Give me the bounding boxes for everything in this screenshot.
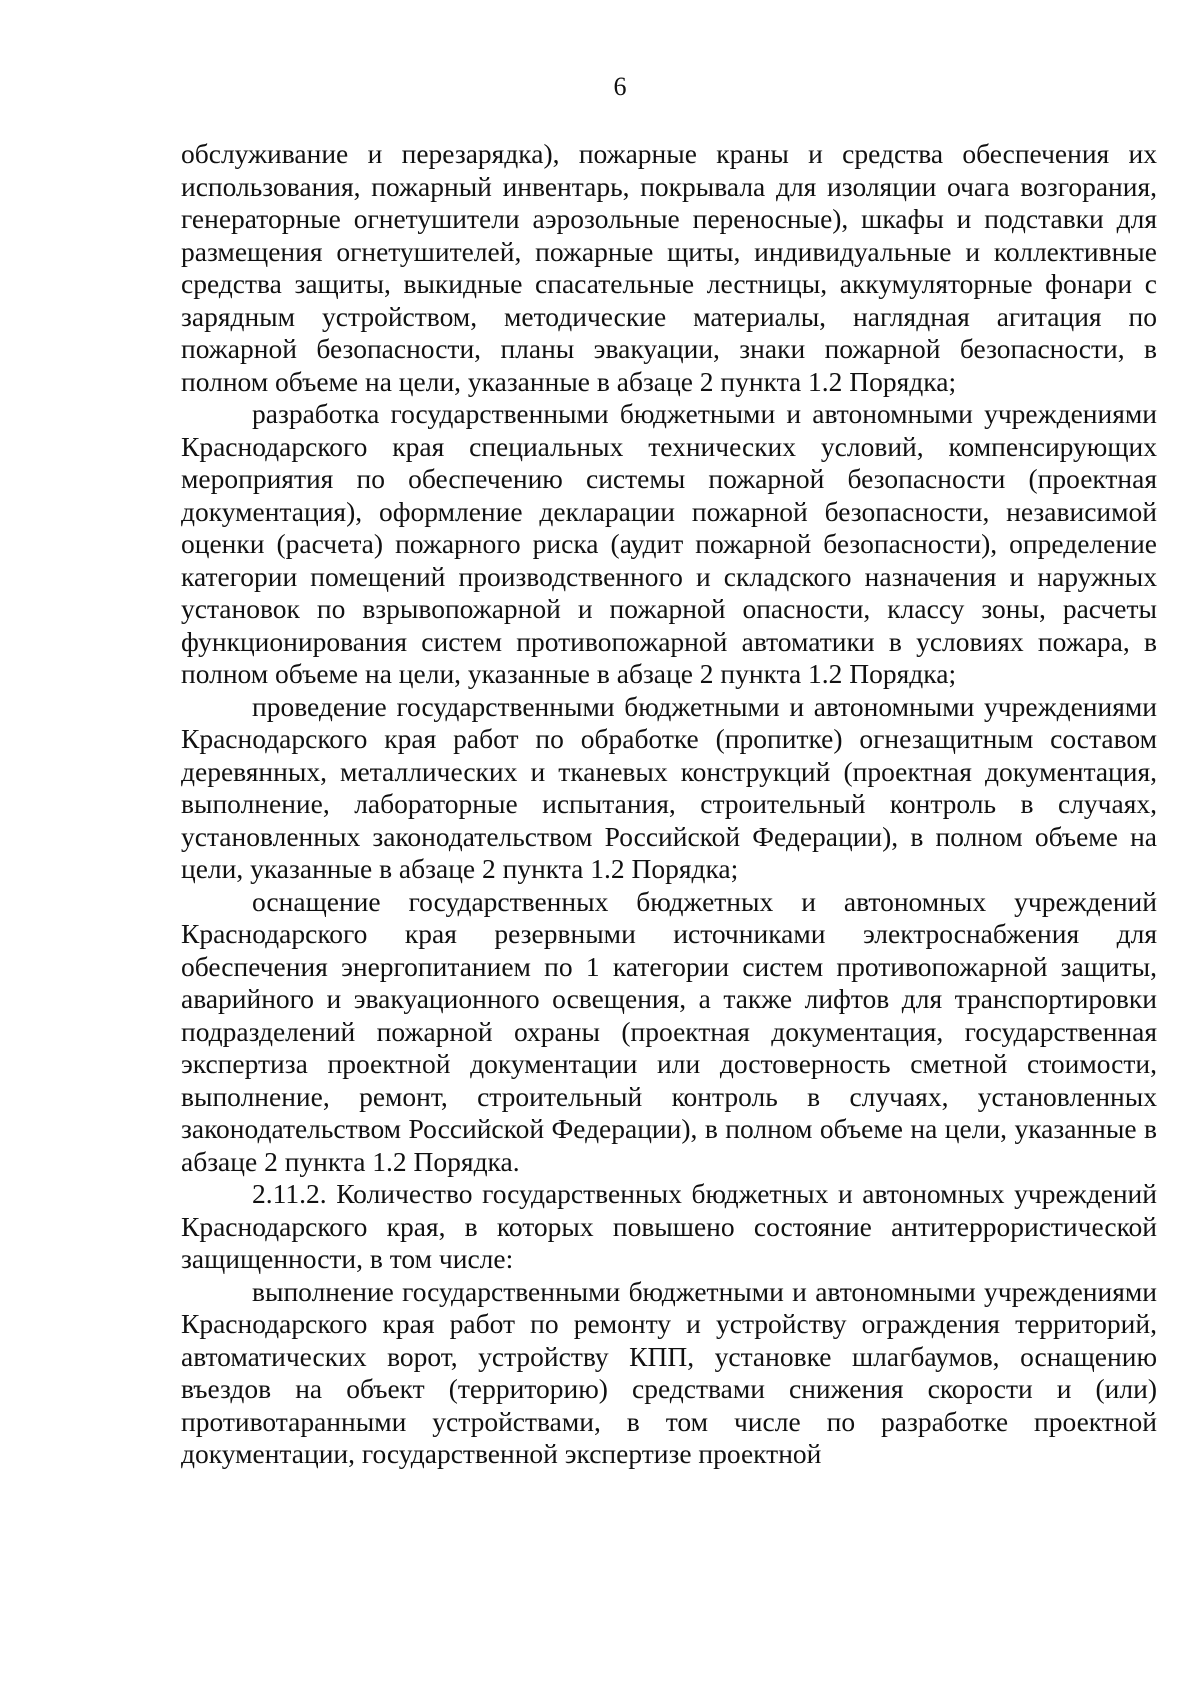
paragraph-section-2-11-2: 2.11.2. Количество государственных бюджетных и автономных учреждений Краснодарского края, в которых повышено состояние антитеррористической защищенности, в том числе: bbox=[181, 1178, 1157, 1274]
paragraph-fireproof-treatment: проведение государственными бюджетными и автономными учреждениями Краснодарского края работ по обработке (пропитке) огнезащитным составом деревянных, металлических и тканевых конструкций (проектная документация, выполнение, лабораторные испытания, строительный контроль в случаях, установленных законодательством Российской Федерации), в полном объеме на цели, указанные в абзаце 2 пункта 1.2 Порядка; bbox=[181, 690, 1157, 884]
paragraph-backup-power: оснащение государственных бюджетных и автономных учреждений Краснодарского края резервными источниками электроснабжения для обеспечения энергопитанием по 1 категории систем противопожарной защиты, аварийного и эвакуационного освещения, а также лифтов для транспортировки подразделений пожарной охраны (проектная документация, государственная экспертиза проектной документации или достоверность сметной стоимости, выполнение, ремонт, строительный контроль в случаях, установленных законодательством Российской Федерации), в полном объеме на цели, указанные в абзаце 2 пункта 1.2 Порядка. bbox=[181, 885, 1157, 1177]
paragraph-technical-conditions: разработка государственными бюджетными и автономными учреждениями Краснодарского края специальных технических условий, компенсирующих мероприятия по обеспечению системы пожарной безопасности (проектная документация), оформление декларации пожарной безопасности, независимой оценки (расчета) пожарного риска (аудит пожарной безопасности), определение категории помещений производственного и складского назначения и наружных установок по взрывопожарной и пожарной опасности, классу зоны, расчеты функционирования систем противопожарной автоматики в условиях пожара, в полном объеме на цели, указанные в абзаце 2 пункта 1.2 Порядка; bbox=[181, 398, 1157, 689]
paragraph-fire-equipment-continued: обслуживание и перезарядка), пожарные краны и средства обеспечения их использования, пожарный инвентарь, покрывала для изоляции очага возгорания, генераторные огнетушители аэрозольные переносные), шкафы и подставки для размещения огнетушителей, пожарные щиты, индивидуальные и коллективные средства защиты, выкидные спасательные лестницы, аккумуляторные фонари с зарядным устройством, методические материалы, наглядная агитация по пожарной безопасности, планы эвакуации, знаки пожарной безопасности, в полном объеме на цели, указанные в абзаце 2 пункта 1.2 Порядка; bbox=[181, 138, 1157, 397]
paragraph-fencing-works: выполнение государственными бюджетными и автономными учреждениями Краснодарского края работ по ремонту и устройству ограждения территорий, автоматических ворот, устройству КПП, установке шлагбаумов, оснащению въездов на объект (территорию) средствами снижения скорости и (или) противотаранными устройствами, в том числе по разработке проектной документации, государственной экспертизе проектной bbox=[181, 1275, 1157, 1469]
page-number: 6 bbox=[613, 72, 627, 101]
document-body bbox=[181, 138, 1157, 1471]
